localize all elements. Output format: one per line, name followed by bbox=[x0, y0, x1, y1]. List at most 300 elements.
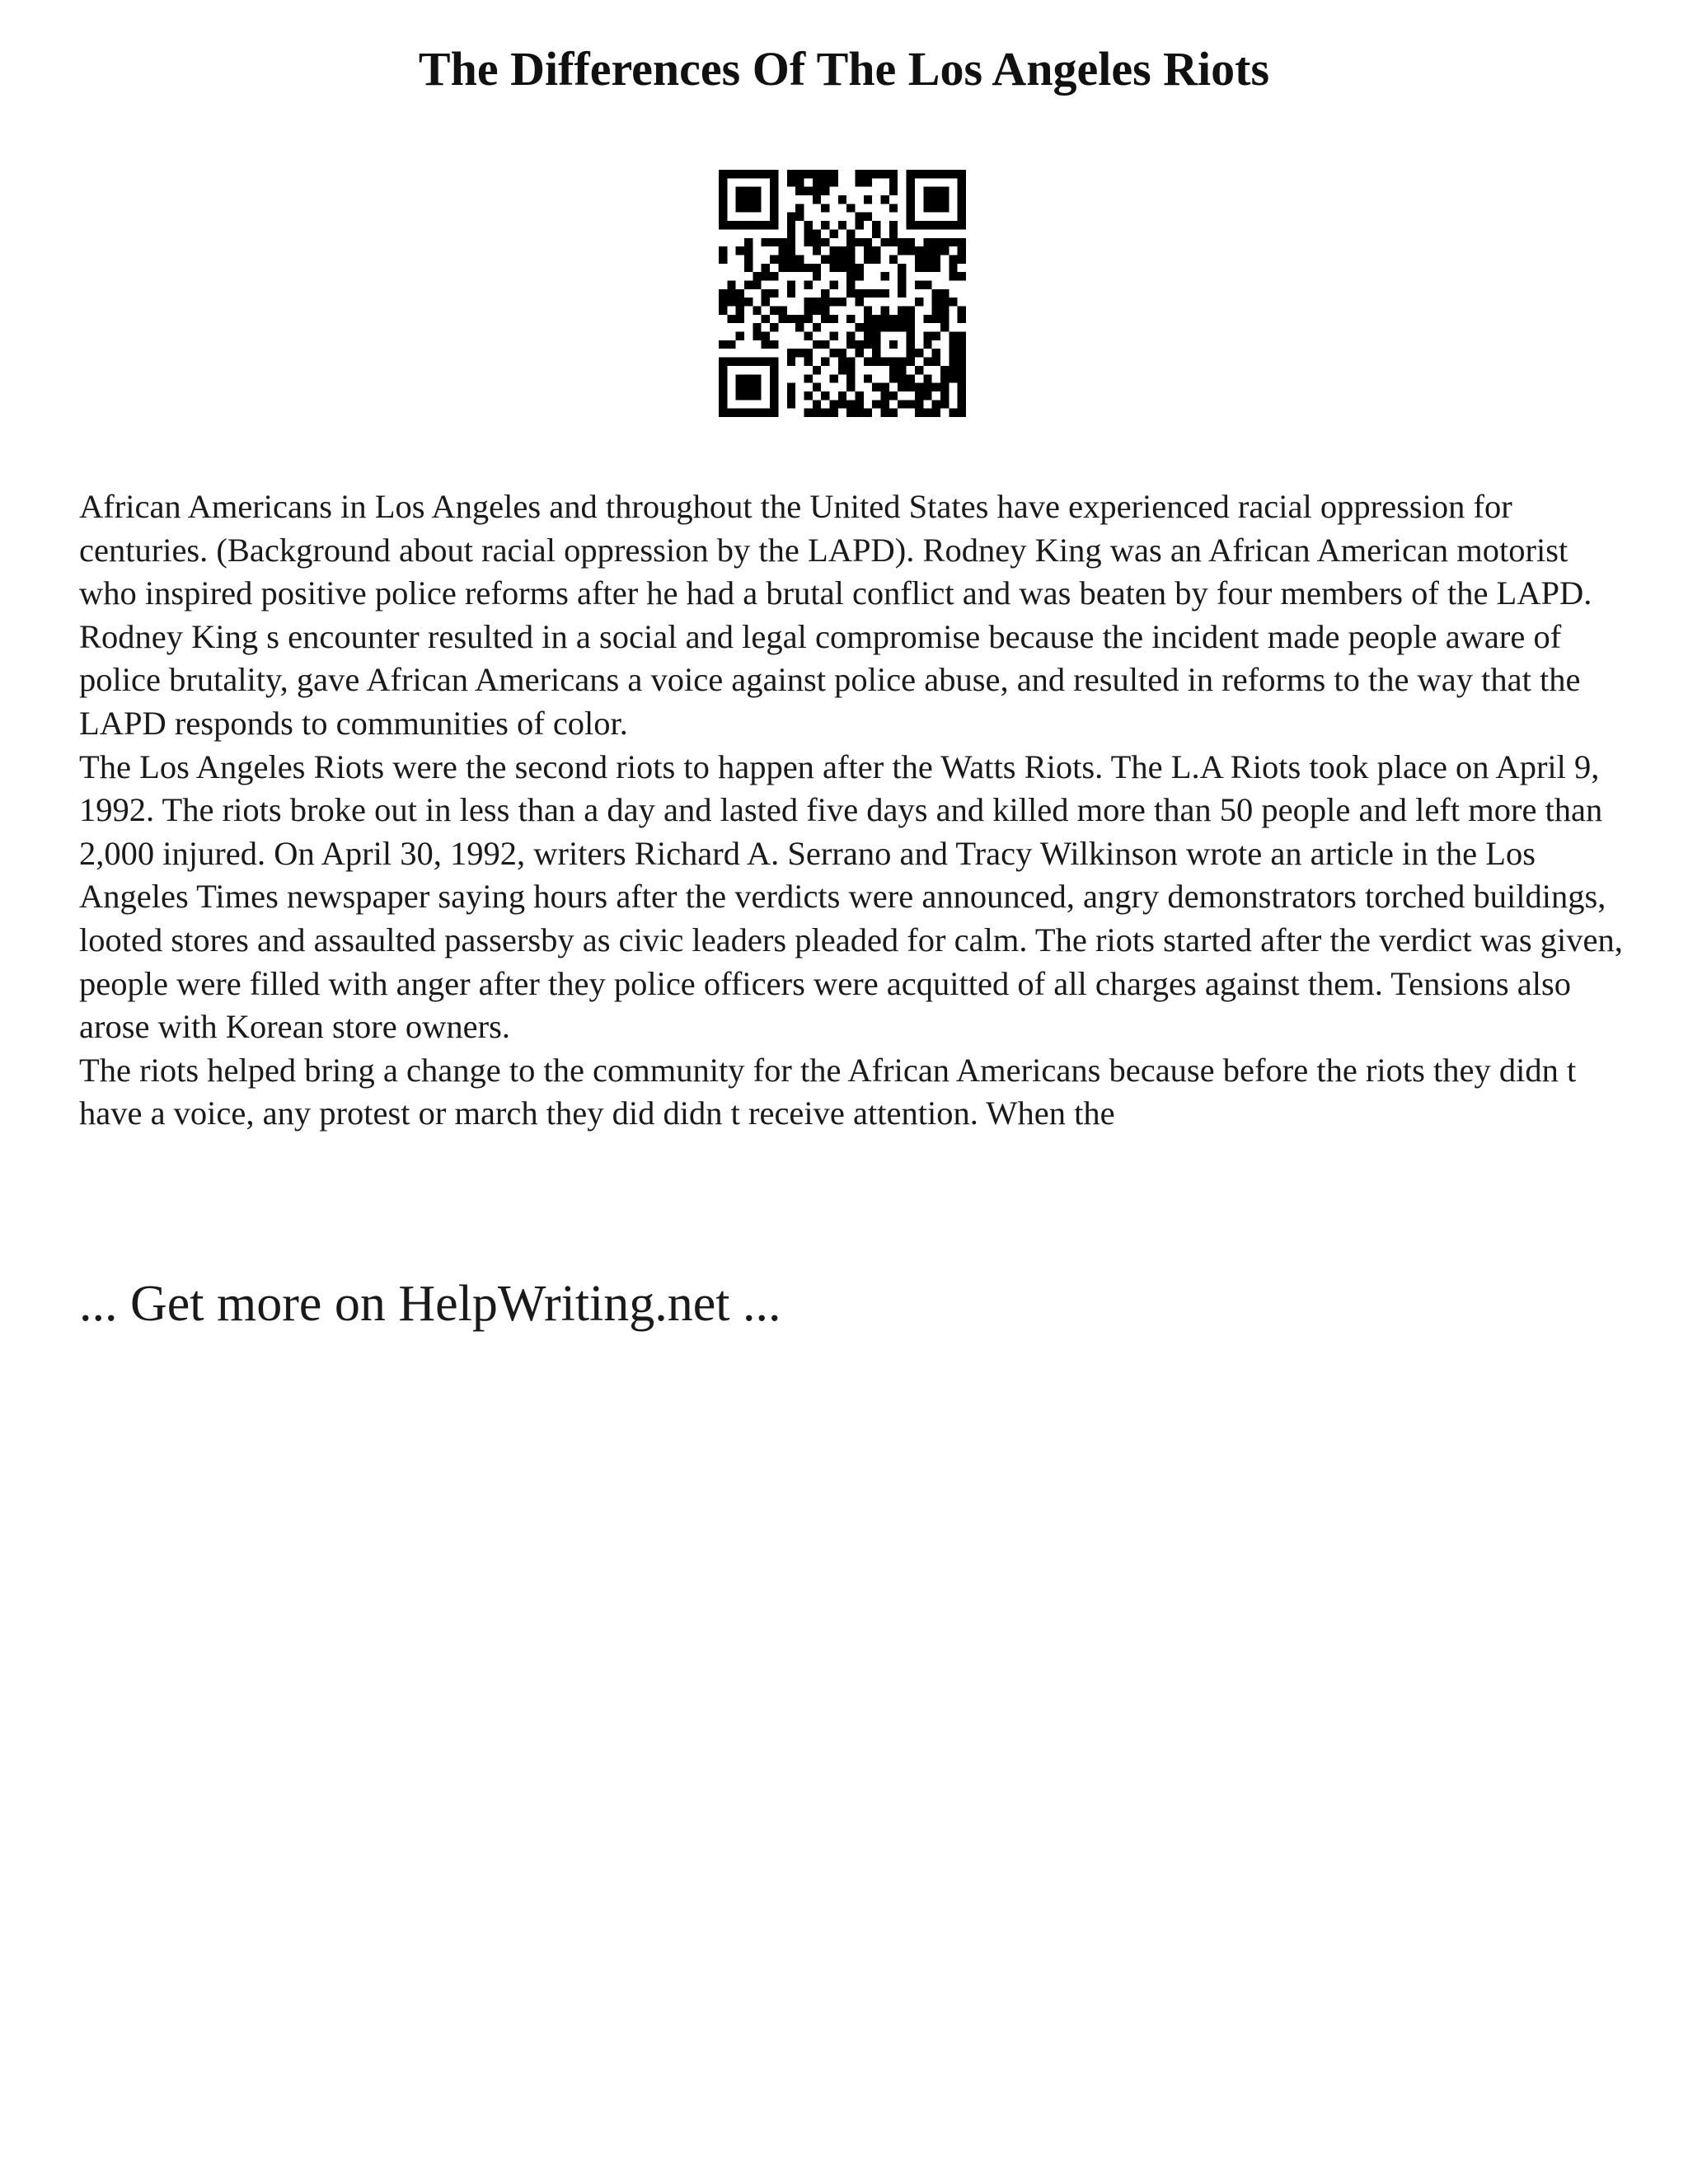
qr-module bbox=[787, 383, 795, 391]
qr-module bbox=[770, 323, 778, 331]
qr-module bbox=[744, 255, 753, 263]
qr-module bbox=[915, 383, 923, 391]
qr-module bbox=[787, 213, 795, 221]
qr-module bbox=[770, 409, 778, 417]
qr-module bbox=[813, 340, 821, 349]
qr-module bbox=[838, 366, 846, 374]
qr-module bbox=[907, 238, 915, 246]
qr-module bbox=[940, 298, 949, 306]
qr-module bbox=[787, 229, 795, 237]
qr-module bbox=[958, 332, 966, 340]
qr-module bbox=[753, 187, 761, 195]
qr-module bbox=[889, 204, 898, 212]
qr-module bbox=[881, 400, 889, 408]
qr-module bbox=[889, 170, 898, 178]
qr-module bbox=[958, 187, 966, 195]
qr-module bbox=[949, 358, 957, 366]
qr-module bbox=[804, 170, 812, 178]
qr-module bbox=[898, 366, 906, 374]
qr-module bbox=[719, 221, 727, 229]
qr-module bbox=[940, 315, 949, 323]
qr-module bbox=[744, 409, 753, 417]
qr-module bbox=[864, 289, 872, 298]
qr-module bbox=[787, 349, 795, 357]
qr-module bbox=[889, 229, 898, 237]
qr-module bbox=[829, 178, 837, 186]
qr-module bbox=[770, 170, 778, 178]
qr-module bbox=[804, 238, 812, 246]
qr-module bbox=[898, 264, 906, 272]
qr-module bbox=[846, 289, 855, 298]
qr-module bbox=[958, 246, 966, 255]
qr-module bbox=[804, 298, 812, 306]
qr-module bbox=[804, 187, 812, 195]
qr-module bbox=[821, 255, 829, 263]
qr-module bbox=[949, 221, 957, 229]
qr-module bbox=[872, 349, 880, 357]
qr-module bbox=[778, 315, 786, 323]
qr-module bbox=[907, 246, 915, 255]
qr-module bbox=[727, 298, 735, 306]
article-body bbox=[79, 485, 1629, 1136]
qr-module bbox=[889, 178, 898, 186]
qr-module bbox=[719, 366, 727, 374]
qr-module bbox=[829, 349, 837, 357]
qr-module bbox=[821, 170, 829, 178]
qr-module bbox=[804, 349, 812, 357]
qr-module bbox=[915, 264, 923, 272]
qr-module bbox=[719, 289, 727, 298]
qr-module bbox=[889, 340, 898, 349]
qr-module bbox=[744, 383, 753, 391]
qr-module bbox=[829, 264, 837, 272]
qr-module bbox=[770, 289, 778, 298]
qr-module bbox=[787, 315, 795, 323]
qr-module bbox=[719, 340, 727, 349]
qr-module bbox=[727, 221, 735, 229]
qr-module bbox=[958, 255, 966, 263]
qr-module bbox=[736, 221, 744, 229]
qr-module bbox=[932, 383, 940, 391]
qr-module bbox=[949, 366, 957, 374]
qr-module bbox=[923, 315, 931, 323]
qr-module bbox=[949, 332, 957, 340]
qr-module bbox=[813, 272, 821, 280]
qr-module bbox=[923, 340, 931, 349]
qr-module bbox=[889, 366, 898, 374]
qr-module bbox=[744, 298, 753, 306]
qr-module bbox=[787, 178, 795, 186]
qr-module bbox=[838, 298, 846, 306]
qr-module bbox=[795, 170, 804, 178]
qr-module bbox=[881, 307, 889, 315]
qr-module bbox=[813, 264, 821, 272]
qr-module bbox=[787, 289, 795, 298]
qr-module bbox=[932, 238, 940, 246]
qr-module bbox=[821, 298, 829, 306]
qr-module bbox=[898, 323, 906, 331]
qr-module bbox=[958, 315, 966, 323]
qr-module bbox=[846, 229, 855, 237]
qr-module bbox=[821, 409, 829, 417]
qr-module bbox=[787, 221, 795, 229]
qr-module bbox=[753, 272, 761, 280]
qr-module bbox=[907, 383, 915, 391]
qr-module bbox=[864, 170, 872, 178]
qr-module bbox=[813, 400, 821, 408]
qr-module bbox=[856, 400, 864, 408]
qr-module bbox=[770, 195, 778, 204]
qr-module bbox=[770, 391, 778, 400]
qr-module bbox=[856, 289, 864, 298]
qr-module bbox=[940, 238, 949, 246]
qr-module bbox=[898, 289, 906, 298]
qr-module bbox=[889, 255, 898, 263]
qr-module bbox=[898, 280, 906, 288]
qr-module bbox=[770, 213, 778, 221]
qr-module bbox=[821, 204, 829, 212]
qr-module bbox=[872, 289, 880, 298]
qr-module bbox=[872, 315, 880, 323]
qr-module bbox=[770, 374, 778, 382]
qr-module bbox=[813, 383, 821, 391]
qr-module bbox=[872, 323, 880, 331]
qr-module bbox=[744, 391, 753, 400]
qr-code-icon[interactable] bbox=[719, 170, 966, 417]
qr-module bbox=[898, 383, 906, 391]
qr-module bbox=[804, 358, 812, 366]
qr-module bbox=[813, 178, 821, 186]
qr-module bbox=[719, 391, 727, 400]
qr-module bbox=[907, 195, 915, 204]
qr-module bbox=[907, 340, 915, 349]
qr-module bbox=[744, 195, 753, 204]
qr-module bbox=[719, 307, 727, 315]
qr-module bbox=[770, 400, 778, 408]
qr-module bbox=[881, 170, 889, 178]
qr-module bbox=[923, 409, 931, 417]
qr-module bbox=[940, 307, 949, 315]
qr-module bbox=[932, 307, 940, 315]
qr-module bbox=[932, 349, 940, 357]
qr-module bbox=[923, 332, 931, 340]
qr-module bbox=[736, 383, 744, 391]
qr-module bbox=[864, 178, 872, 186]
qr-module bbox=[932, 298, 940, 306]
qr-module bbox=[923, 264, 931, 272]
qr-module bbox=[923, 221, 931, 229]
qr-module bbox=[898, 400, 906, 408]
qr-module bbox=[923, 374, 931, 382]
qr-module bbox=[923, 255, 931, 263]
qr-module bbox=[846, 264, 855, 272]
qr-module bbox=[813, 187, 821, 195]
paragraph: The riots helped bring a change to the community for the African Americans because before the riots they didn t have a voice, any protest or march they did didn t receive attention. When the bbox=[79, 1051, 1577, 1132]
qr-module bbox=[940, 221, 949, 229]
qr-module bbox=[856, 264, 864, 272]
qr-module bbox=[949, 255, 957, 263]
qr-module bbox=[881, 272, 889, 280]
qr-module bbox=[949, 340, 957, 349]
qr-module bbox=[932, 289, 940, 298]
qr-module bbox=[846, 255, 855, 263]
qr-module bbox=[727, 280, 735, 288]
qr-module bbox=[881, 195, 889, 204]
qr-module bbox=[864, 332, 872, 340]
qr-module bbox=[821, 238, 829, 246]
qr-module bbox=[727, 358, 735, 366]
qr-module bbox=[958, 366, 966, 374]
qr-module bbox=[762, 358, 770, 366]
qr-module bbox=[753, 358, 761, 366]
qr-module bbox=[958, 400, 966, 408]
qr-module bbox=[940, 400, 949, 408]
qr-module bbox=[864, 323, 872, 331]
qr-module bbox=[813, 238, 821, 246]
qr-module bbox=[821, 315, 829, 323]
qr-module bbox=[838, 400, 846, 408]
qr-module bbox=[932, 255, 940, 263]
qr-module bbox=[940, 391, 949, 400]
qr-module bbox=[787, 255, 795, 263]
qr-module bbox=[719, 213, 727, 221]
qr-module bbox=[795, 315, 804, 323]
qr-module bbox=[829, 315, 837, 323]
qr-module bbox=[804, 391, 812, 400]
qr-module bbox=[787, 264, 795, 272]
qr-module bbox=[907, 349, 915, 357]
qr-module bbox=[719, 187, 727, 195]
qr-module bbox=[829, 280, 837, 288]
qr-module bbox=[932, 315, 940, 323]
qr-module bbox=[804, 229, 812, 237]
qr-module bbox=[821, 178, 829, 186]
qr-module bbox=[856, 238, 864, 246]
qr-module bbox=[846, 272, 855, 280]
qr-module bbox=[770, 221, 778, 229]
qr-module bbox=[846, 366, 855, 374]
qr-module bbox=[727, 289, 735, 298]
qr-module bbox=[804, 374, 812, 382]
qr-module bbox=[736, 298, 744, 306]
qr-module bbox=[932, 221, 940, 229]
qr-module bbox=[949, 238, 957, 246]
qr-module bbox=[889, 374, 898, 382]
qr-module bbox=[889, 238, 898, 246]
qr-module bbox=[898, 358, 906, 366]
qr-module bbox=[940, 374, 949, 382]
get-more-link[interactable]: ... Get more on HelpWriting.net ... bbox=[79, 1276, 781, 1332]
qr-module bbox=[846, 204, 855, 212]
qr-module bbox=[949, 349, 957, 357]
qr-module bbox=[778, 307, 786, 315]
qr-module bbox=[949, 264, 957, 272]
qr-module bbox=[770, 340, 778, 349]
qr-module bbox=[829, 409, 837, 417]
qr-module bbox=[864, 340, 872, 349]
qr-module bbox=[872, 255, 880, 263]
qr-module bbox=[940, 187, 949, 195]
qr-module bbox=[770, 187, 778, 195]
qr-module bbox=[719, 255, 727, 263]
qr-module bbox=[923, 391, 931, 400]
qr-module bbox=[898, 246, 906, 255]
qr-module bbox=[736, 374, 744, 382]
qr-module bbox=[762, 238, 770, 246]
qr-module bbox=[923, 170, 931, 178]
qr-module bbox=[795, 204, 804, 212]
qr-module bbox=[864, 246, 872, 255]
qr-module bbox=[889, 187, 898, 195]
qr-module bbox=[940, 246, 949, 255]
qr-module bbox=[864, 409, 872, 417]
qr-module bbox=[753, 409, 761, 417]
qr-module bbox=[958, 307, 966, 315]
qr-module bbox=[856, 298, 864, 306]
qr-module bbox=[795, 349, 804, 357]
qr-module bbox=[864, 213, 872, 221]
qr-module bbox=[838, 221, 846, 229]
qr-module bbox=[719, 409, 727, 417]
qr-module bbox=[846, 332, 855, 340]
qr-module bbox=[923, 358, 931, 366]
qr-module bbox=[889, 315, 898, 323]
qr-module bbox=[881, 383, 889, 391]
qr-module bbox=[787, 358, 795, 366]
qr-module bbox=[915, 298, 923, 306]
qr-module bbox=[753, 204, 761, 212]
qr-module bbox=[958, 213, 966, 221]
qr-module bbox=[958, 340, 966, 349]
qr-module bbox=[804, 409, 812, 417]
qr-module bbox=[949, 409, 957, 417]
qr-module bbox=[829, 229, 837, 237]
qr-module bbox=[821, 289, 829, 298]
qr-module bbox=[907, 187, 915, 195]
qr-module bbox=[770, 358, 778, 366]
qr-module bbox=[940, 366, 949, 374]
qr-module bbox=[940, 195, 949, 204]
qr-module bbox=[940, 204, 949, 212]
qr-module bbox=[821, 221, 829, 229]
qr-module bbox=[804, 280, 812, 288]
qr-module bbox=[856, 391, 864, 400]
qr-module bbox=[778, 255, 786, 263]
qr-module bbox=[932, 170, 940, 178]
qr-module bbox=[770, 178, 778, 186]
qr-module bbox=[744, 221, 753, 229]
qr-module bbox=[719, 178, 727, 186]
qr-module bbox=[872, 229, 880, 237]
qr-module bbox=[778, 246, 786, 255]
qr-module bbox=[872, 400, 880, 408]
qr-module bbox=[762, 315, 770, 323]
qr-module bbox=[889, 409, 898, 417]
qr-module bbox=[856, 213, 864, 221]
qr-module bbox=[949, 272, 957, 280]
qr-module bbox=[932, 332, 940, 340]
qr-module bbox=[872, 340, 880, 349]
qr-module bbox=[762, 170, 770, 178]
qr-module bbox=[829, 332, 837, 340]
qr-module bbox=[856, 272, 864, 280]
qr-module bbox=[846, 400, 855, 408]
qr-module bbox=[915, 255, 923, 263]
qr-module bbox=[813, 229, 821, 237]
qr-module bbox=[923, 238, 931, 246]
qr-module bbox=[813, 409, 821, 417]
qr-module bbox=[915, 170, 923, 178]
qr-module bbox=[907, 332, 915, 340]
qr-module bbox=[762, 272, 770, 280]
qr-module bbox=[753, 383, 761, 391]
qr-module bbox=[719, 170, 727, 178]
qr-module bbox=[915, 366, 923, 374]
qr-module bbox=[762, 289, 770, 298]
qr-module bbox=[932, 187, 940, 195]
qr-module bbox=[889, 323, 898, 331]
qr-module bbox=[881, 315, 889, 323]
qr-module bbox=[736, 246, 744, 255]
qr-module bbox=[813, 170, 821, 178]
qr-module bbox=[881, 323, 889, 331]
qr-module bbox=[762, 221, 770, 229]
qr-module bbox=[829, 255, 837, 263]
qr-module bbox=[838, 264, 846, 272]
qr-module bbox=[940, 289, 949, 298]
qr-module bbox=[829, 170, 837, 178]
qr-module bbox=[846, 246, 855, 255]
qr-module bbox=[872, 246, 880, 255]
qr-module bbox=[949, 298, 957, 306]
qr-module bbox=[898, 374, 906, 382]
qr-module bbox=[762, 298, 770, 306]
qr-module bbox=[813, 366, 821, 374]
document-title: The Differences Of The Los Angeles Riots bbox=[418, 42, 1270, 96]
qr-module bbox=[856, 323, 864, 331]
qr-module bbox=[787, 400, 795, 408]
qr-module bbox=[915, 391, 923, 400]
qr-module bbox=[958, 204, 966, 212]
qr-module bbox=[736, 332, 744, 340]
qr-module bbox=[795, 264, 804, 272]
qr-module bbox=[915, 221, 923, 229]
qr-module bbox=[770, 383, 778, 391]
qr-module bbox=[795, 255, 804, 263]
qr-module bbox=[881, 358, 889, 366]
qr-module bbox=[923, 195, 931, 204]
qr-module bbox=[770, 366, 778, 374]
qr-module bbox=[736, 391, 744, 400]
qr-module bbox=[744, 204, 753, 212]
qr-module bbox=[787, 246, 795, 255]
qr-module bbox=[744, 246, 753, 255]
qr-module bbox=[958, 358, 966, 366]
qr-module bbox=[958, 383, 966, 391]
qr-module bbox=[958, 170, 966, 178]
qr-module bbox=[719, 374, 727, 382]
qr-module bbox=[907, 204, 915, 212]
qr-module bbox=[932, 204, 940, 212]
qr-module bbox=[864, 315, 872, 323]
qr-module bbox=[932, 246, 940, 255]
qr-module bbox=[821, 340, 829, 349]
qr-module bbox=[846, 383, 855, 391]
qr-module bbox=[958, 195, 966, 204]
qr-module bbox=[872, 170, 880, 178]
qr-module bbox=[915, 349, 923, 357]
qr-module bbox=[719, 195, 727, 204]
